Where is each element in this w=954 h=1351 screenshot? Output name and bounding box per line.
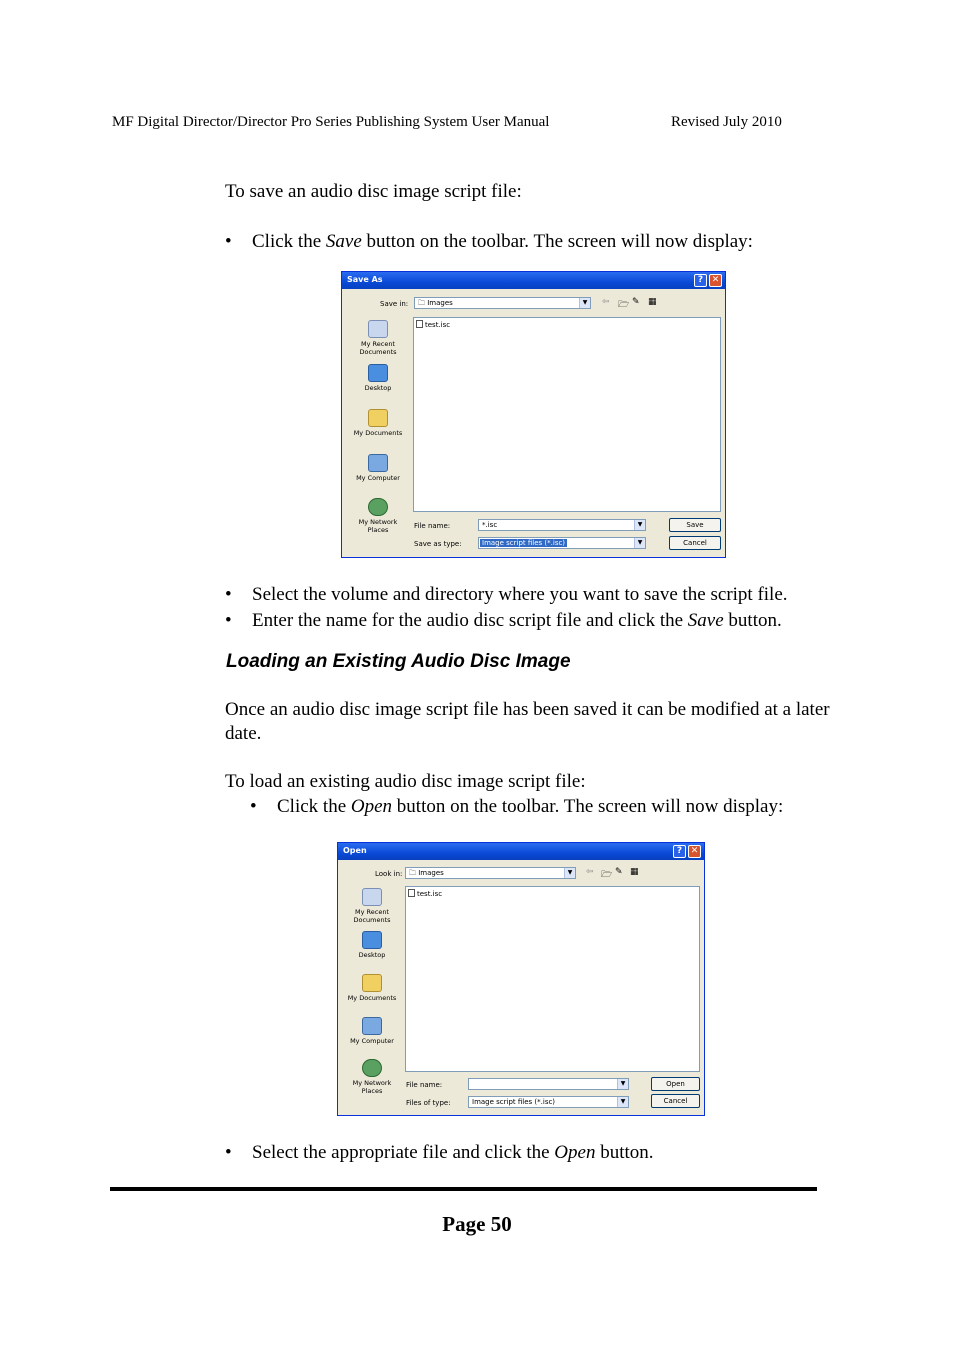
dialog-titlebar — [338, 843, 704, 860]
place-desktop[interactable]: Desktop — [346, 931, 398, 959]
chevron-down-icon: ▼ — [564, 868, 575, 878]
save-step-2: • Select the volume and directory where you want to save the script file. — [225, 584, 788, 605]
view-menu-icon[interactable]: ▦ — [648, 297, 657, 307]
chevron-down-icon: ▼ — [617, 1097, 628, 1107]
place-my-computer[interactable]: My Computer — [352, 454, 404, 482]
dialog-title: Save As — [347, 275, 383, 284]
my-documents-icon — [362, 974, 382, 992]
new-folder-icon[interactable]: ✎ — [632, 297, 640, 307]
chevron-down-icon: ▼ — [579, 298, 590, 308]
cancel-button[interactable]: Cancel — [651, 1094, 700, 1108]
look-in-label: Look in: — [375, 870, 403, 878]
help-button[interactable]: ? — [673, 845, 686, 858]
list-item[interactable]: test.isc — [408, 889, 442, 898]
file-list[interactable] — [413, 317, 721, 512]
folder-icon: 🗀 Images — [418, 299, 453, 307]
up-folder-icon[interactable]: 🗁 — [618, 300, 630, 310]
save-step-3: • Enter the name for the audio disc script file and click the Save button. — [225, 610, 782, 631]
close-button[interactable]: ✕ — [709, 274, 722, 287]
load-step-1: • Click the Open button on the toolbar. The screen will now display: — [250, 796, 784, 817]
save-button[interactable]: Save — [669, 518, 721, 532]
place-my-documents[interactable]: My Documents — [346, 974, 398, 1002]
back-icon[interactable]: ⇦ — [586, 867, 594, 877]
load-intro: To load an existing audio disc image script file: — [225, 771, 586, 792]
save-as-type-select[interactable]: Image script files (*.isc) ▼ — [478, 537, 646, 549]
file-icon — [416, 320, 423, 328]
save-step-1: • Click the Save button on the toolbar. The screen will now display: — [225, 231, 753, 252]
save-as-dialog — [341, 271, 726, 558]
save-term: Save — [325, 231, 362, 252]
place-recent[interactable]: My Recent Documents — [352, 320, 404, 356]
desktop-icon — [368, 364, 388, 382]
cancel-button[interactable]: Cancel — [669, 536, 721, 550]
bullet: • — [225, 231, 232, 252]
file-icon — [408, 889, 415, 897]
network-places-icon — [362, 1059, 382, 1077]
save-in-combo[interactable] — [414, 297, 591, 309]
files-of-type-label: Files of type: — [406, 1099, 451, 1107]
my-documents-icon — [368, 409, 388, 427]
open-button[interactable]: Open — [651, 1077, 700, 1091]
place-network[interactable]: My Network Places — [352, 498, 404, 534]
recent-documents-icon — [362, 888, 382, 906]
file-name-input[interactable] — [468, 1078, 629, 1090]
chevron-down-icon: ▼ — [634, 538, 645, 548]
new-folder-icon[interactable]: ✎ — [615, 867, 623, 877]
place-recent[interactable]: My Recent Documents — [346, 888, 398, 924]
save-in-label: Save in: — [380, 300, 409, 308]
open-term: Open — [350, 796, 393, 817]
place-network[interactable]: My Network Places — [346, 1059, 398, 1095]
place-my-computer[interactable]: My Computer — [346, 1017, 398, 1045]
files-of-type-select[interactable]: Image script files (*.isc) ▼ — [468, 1096, 629, 1108]
back-icon[interactable]: ⇦ — [602, 297, 610, 307]
help-button[interactable]: ? — [694, 274, 707, 287]
my-computer-icon — [368, 454, 388, 472]
dialog-title: Open — [343, 846, 367, 855]
dialog-titlebar — [342, 272, 725, 289]
footer-rule — [110, 1187, 817, 1191]
place-my-documents[interactable]: My Documents — [352, 409, 404, 437]
header-date: Revised July 2010 — [671, 114, 782, 130]
file-name-label: File name: — [406, 1081, 443, 1089]
chevron-down-icon: ▼ — [634, 520, 645, 530]
section-heading: Loading an Existing Audio Disc Image — [226, 651, 571, 672]
file-name-label: File name: — [414, 522, 451, 530]
header-title: MF Digital Director/Director Pro Series Publishing System User Manual — [112, 114, 550, 130]
save-intro: To save an audio disc image script file: — [225, 181, 522, 202]
load-paragraph: Once an audio disc image script file has been saved it can be modified at a later date. — [225, 699, 830, 744]
place-desktop[interactable]: Desktop — [352, 364, 404, 392]
load-step-2: • Select the appropriate file and click the Open button. — [225, 1142, 654, 1163]
open-dialog — [337, 842, 705, 1116]
folder-icon: 🗀 Images — [409, 869, 444, 877]
look-in-combo[interactable] — [405, 867, 576, 879]
file-name-input[interactable]: *.isc ▼ — [478, 519, 646, 531]
desktop-icon — [362, 931, 382, 949]
recent-documents-icon — [368, 320, 388, 338]
file-list[interactable] — [405, 886, 700, 1072]
network-places-icon — [368, 498, 388, 516]
list-item[interactable]: test.isc — [416, 320, 450, 329]
up-folder-icon[interactable]: 🗁 — [601, 870, 613, 880]
close-button[interactable]: ✕ — [688, 845, 701, 858]
view-menu-icon[interactable]: ▦ — [630, 867, 639, 877]
my-computer-icon — [362, 1017, 382, 1035]
chevron-down-icon: ▼ — [617, 1079, 628, 1089]
page-number: Page 50 — [442, 1212, 512, 1236]
save-as-type-label: Save as type: — [414, 540, 462, 548]
